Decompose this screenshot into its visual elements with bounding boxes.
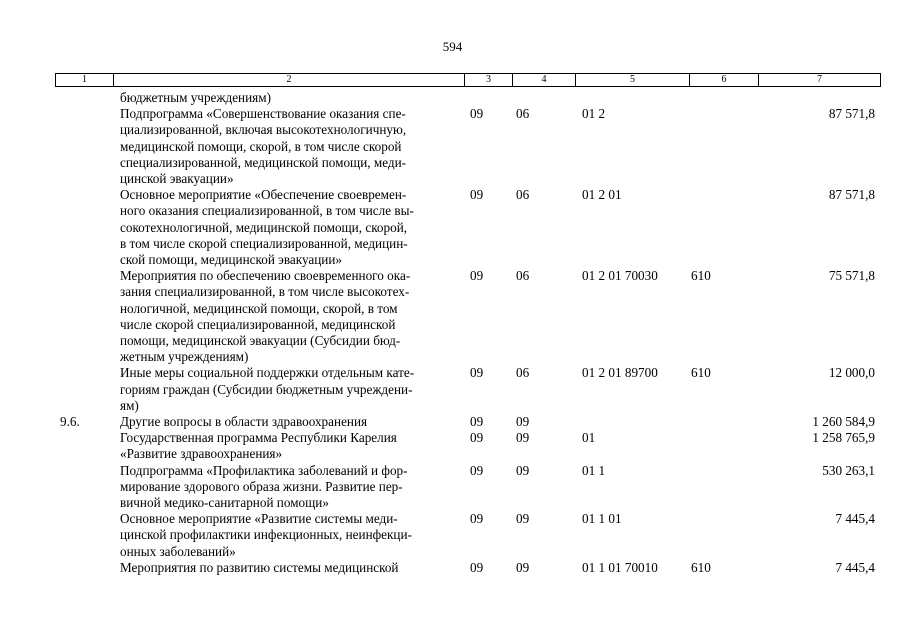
subsection-code: 06 <box>516 106 530 122</box>
description-line: в том числе скорой специализированной, медицин- <box>120 235 408 251</box>
description-line: «Развитие здравоохранения» <box>120 446 283 462</box>
budget-table-body <box>0 90 905 576</box>
table-row <box>0 106 905 187</box>
description-line: зания специализированной, в том числе высокотех- <box>120 284 410 300</box>
target-article-code: 01 2 01 89700 <box>582 365 658 381</box>
description-line: онных заболеваний» <box>120 543 236 559</box>
subsection-code: 09 <box>516 462 530 478</box>
description-line: Мероприятия по обеспечению своевременного ока- <box>120 268 411 284</box>
target-article-code: 01 1 01 <box>582 511 622 527</box>
table-row <box>0 463 905 512</box>
description-line: медицинской помощи, скорой, в том числе скорой <box>120 138 402 154</box>
description-line: ного оказания специализированной, в том числе вы- <box>120 203 414 219</box>
column-header-3: 3 <box>465 74 513 87</box>
table-row <box>0 365 905 414</box>
target-article-code: 01 2 01 <box>582 187 622 203</box>
section-code: 09 <box>470 413 484 429</box>
column-header-7: 7 <box>759 74 881 87</box>
subsection-code: 09 <box>516 430 530 446</box>
description-line: жетным учреждениям) <box>120 349 249 365</box>
row-description <box>120 106 462 187</box>
subsection-code: 06 <box>516 365 530 381</box>
description-line: числе скорой специализированной, медицинской <box>120 316 396 332</box>
table-row <box>0 430 905 462</box>
target-article-code: 01 2 <box>582 106 606 122</box>
subsection-code: 09 <box>516 413 530 429</box>
description-line: специализированной, медицинской помощи, меди- <box>120 154 407 170</box>
table-row <box>0 560 905 576</box>
description-line: помощи, медицинской эвакуации (Субсидии бюд- <box>120 333 401 348</box>
table-row <box>0 187 905 268</box>
table-row <box>0 90 905 106</box>
section-code: 09 <box>470 106 484 122</box>
column-header-1: 1 <box>56 74 114 87</box>
amount: 1 260 584,9 <box>812 413 875 429</box>
row-description <box>120 430 462 462</box>
target-article-code: 01 2 01 70030 <box>582 268 658 284</box>
column-header-row <box>55 73 881 87</box>
subsection-code: 06 <box>516 187 530 203</box>
column-header-6: 6 <box>690 74 759 87</box>
amount: 1 258 765,9 <box>812 430 875 446</box>
description-line: ской помощи, медицинской эвакуации» <box>120 252 343 267</box>
amount: 87 571,8 <box>828 187 875 203</box>
subsection-code: 09 <box>516 559 530 575</box>
description-line: циализированной, включая высокотехнологичную, <box>120 122 407 138</box>
target-article-code: 01 <box>582 430 596 446</box>
amount: 7 445,4 <box>835 559 875 575</box>
row-description <box>120 90 462 106</box>
table-row <box>0 511 905 560</box>
description-line: Иные меры социальной поддержки отдельным кате- <box>120 365 415 381</box>
description-line: цинской профилактики инфекционных, неинфекци- <box>120 527 412 543</box>
column-header-2: 2 <box>114 74 465 87</box>
section-code: 09 <box>470 365 484 381</box>
expense-type-code: 610 <box>691 365 711 381</box>
amount: 87 571,8 <box>828 106 875 122</box>
row-description <box>120 463 462 512</box>
expense-type-code: 610 <box>691 559 711 575</box>
description-line: Подпрограмма «Профилактика заболеваний и фор- <box>120 462 408 478</box>
description-line: гориям граждан (Субсидии бюджетным учреждени- <box>120 381 413 397</box>
section-code: 09 <box>470 511 484 527</box>
expense-type-code: 610 <box>691 268 711 284</box>
column-header-4: 4 <box>513 74 576 87</box>
row-description <box>120 511 462 560</box>
row-description <box>120 187 462 268</box>
subsection-code: 06 <box>516 268 530 284</box>
description-line: сокотехнологичной, медицинской помощи, скорой, <box>120 219 408 235</box>
section-code: 09 <box>470 462 484 478</box>
section-code: 09 <box>470 430 484 446</box>
description-line: Основное мероприятие «Обеспечение своевремен- <box>120 187 407 203</box>
page-number: 594 <box>442 39 463 54</box>
section-code: 09 <box>470 559 484 575</box>
description-line: нологичной, медицинской помощи, скорой, в том <box>120 300 398 316</box>
column-header-5: 5 <box>576 74 690 87</box>
description-line: бюджетным учреждениям) <box>120 90 271 105</box>
table-row <box>0 414 905 430</box>
amount: 12 000,0 <box>828 365 875 381</box>
row-description <box>120 268 462 365</box>
description-line: Подпрограмма «Совершенствование оказания спе- <box>120 106 406 122</box>
description-line: цинской эвакуации» <box>120 171 234 186</box>
row-description <box>120 560 462 576</box>
section-code: 09 <box>470 187 484 203</box>
target-article-code: 01 1 01 70010 <box>582 559 658 575</box>
description-line: Мероприятия по развитию системы медицинской <box>120 559 399 575</box>
row-number: 9.6. <box>60 413 80 429</box>
amount: 530 263,1 <box>822 462 875 478</box>
row-description <box>120 365 462 414</box>
section-code: 09 <box>470 268 484 284</box>
description-line: Основное мероприятие «Развитие системы меди- <box>120 511 398 527</box>
table-row <box>0 268 905 365</box>
amount: 75 571,8 <box>828 268 875 284</box>
description-line: мирование здорового образа жизни. Развитие пер- <box>120 478 403 494</box>
description-line: Другие вопросы в области здравоохранения <box>120 413 368 429</box>
description-line: вичной медико-санитарной помощи» <box>120 494 329 510</box>
row-description <box>120 414 462 430</box>
description-line: ям) <box>120 397 139 413</box>
description-line: Государственная программа Республики Карелия <box>120 430 397 446</box>
amount: 7 445,4 <box>835 511 875 527</box>
target-article-code: 01 1 <box>582 462 606 478</box>
subsection-code: 09 <box>516 511 530 527</box>
